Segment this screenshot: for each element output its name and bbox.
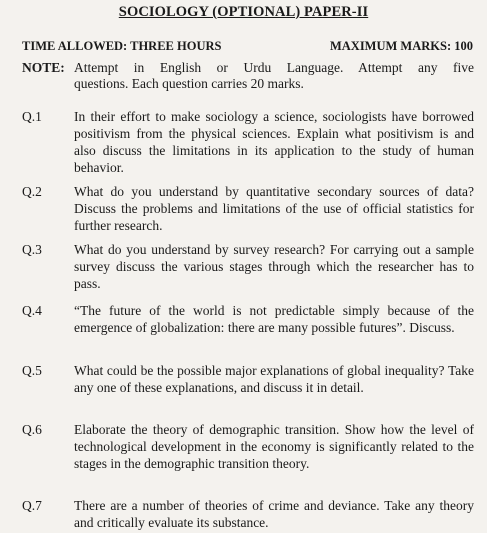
question-2 [22,183,474,234]
question-text: What do you understand by survey research? For carrying out a sample survey discuss the various stages through which the researcher has to pass. [74,242,474,291]
time-allowed: TIME ALLOWED: THREE HOURS [22,39,222,53]
maximum-marks: MAXIMUM MARKS: 100 [329,39,473,53]
instructions-note [22,60,474,92]
question-text: What do you understand by quantitative secondary sources of data? Discuss the problems and limitations of the use of official statistics for further research. [74,184,474,233]
question-text: There are a number of theories of crime and deviance. Take any theory and critically evaluate its substance. [74,498,474,530]
question-number: Q.2 [22,184,42,199]
question-number: Q.6 [22,422,42,437]
note-label: NOTE: [22,60,65,75]
paper-title: SOCIOLOGY (OPTIONAL) PAPER-II [118,4,369,20]
question-4 [22,302,474,336]
note-line-1: Attempt in English or Urdu Language. Attempt any five [74,60,474,75]
question-5 [22,362,474,396]
question-number: Q.4 [22,303,42,318]
question-number: Q.1 [22,109,42,124]
note-line-2: questions. Each question carries 20 marks. [74,76,304,91]
question-number: Q.7 [22,498,42,513]
question-number: Q.5 [22,363,42,378]
question-7 [22,497,474,531]
question-text: “The future of the world is not predictable simply because of the emergence of globalization: there are many possible futures”. Discuss. [74,303,474,335]
question-number: Q.3 [22,242,42,257]
question-text: What could be the possible major explanations of global inequality? Take any one of these explanations, and discuss it in detail. [74,363,474,395]
question-1 [22,108,474,176]
question-text: In their effort to make sociology a science, sociologists have borrowed positivism from the physical sciences. Explain what positivism is and also discuss the limitations in its application to the study of human behavior. [74,109,474,175]
question-3 [22,241,474,292]
question-text: Elaborate the theory of demographic transition. Show how the level of technological development in the economy is significantly related to the stages in the demographic transition theory. [74,422,474,471]
question-6 [22,421,474,472]
